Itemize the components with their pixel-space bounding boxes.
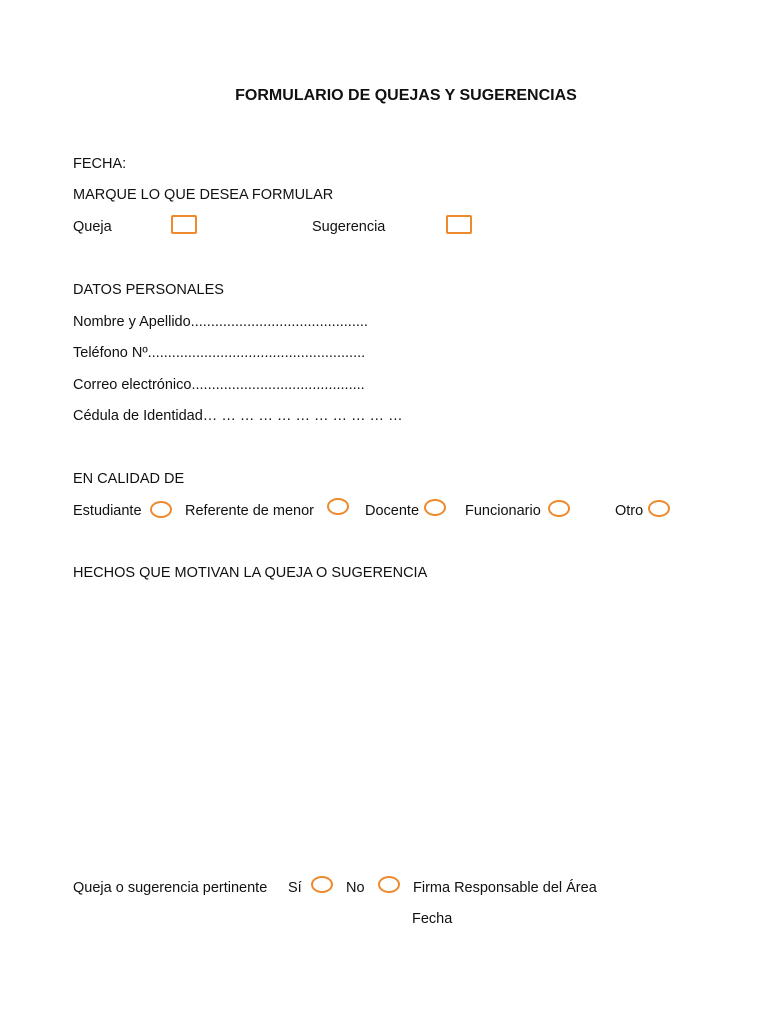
funcionario-radio[interactable] — [548, 500, 570, 517]
no-radio[interactable] — [378, 876, 400, 893]
referente-label: Referente de menor — [185, 503, 314, 519]
otro-label: Otro — [615, 503, 644, 519]
docente-label: Docente — [365, 503, 420, 519]
nombre-field[interactable]: Nombre y Apellido............................................ — [73, 314, 368, 330]
fecha-label: FECHA: — [73, 156, 127, 172]
estudiante-radio[interactable] — [150, 501, 172, 518]
queja-checkbox[interactable] — [171, 215, 197, 234]
no-label: No — [346, 880, 365, 896]
estudiante-label: Estudiante — [73, 503, 142, 519]
firma-label: Firma Responsable del Área — [413, 880, 597, 896]
sugerencia-checkbox[interactable] — [446, 215, 472, 234]
cedula-field[interactable]: Cédula de Identidad… … … … … … … … … … … — [73, 408, 403, 424]
hechos-label: HECHOS QUE MOTIVAN LA QUEJA O SUGERENCIA — [73, 565, 428, 581]
hechos-text-area[interactable] — [73, 590, 693, 860]
otro-radio[interactable] — [648, 500, 670, 517]
queja-option-label: Queja — [73, 219, 112, 235]
footer-fecha-label: Fecha — [412, 911, 453, 927]
pertinente-label: Queja o sugerencia pertinente — [73, 880, 268, 896]
telefono-field[interactable]: Teléfono Nº...................................................... — [73, 345, 366, 361]
form-title: FORMULARIO DE QUEJAS Y SUGERENCIAS — [235, 87, 577, 104]
si-radio[interactable] — [311, 876, 333, 893]
datos-personales-heading: DATOS PERSONALES — [73, 282, 224, 298]
funcionario-label: Funcionario — [465, 503, 541, 519]
correo-field[interactable]: Correo electrónico........................................... — [73, 377, 365, 393]
calidad-heading: EN CALIDAD DE — [73, 471, 185, 487]
docente-radio[interactable] — [424, 499, 446, 516]
sugerencia-option-label: Sugerencia — [312, 219, 386, 235]
referente-radio[interactable] — [327, 498, 349, 515]
marque-label: MARQUE LO QUE DESEA FORMULAR — [73, 187, 334, 203]
si-label: Sí — [288, 880, 302, 896]
